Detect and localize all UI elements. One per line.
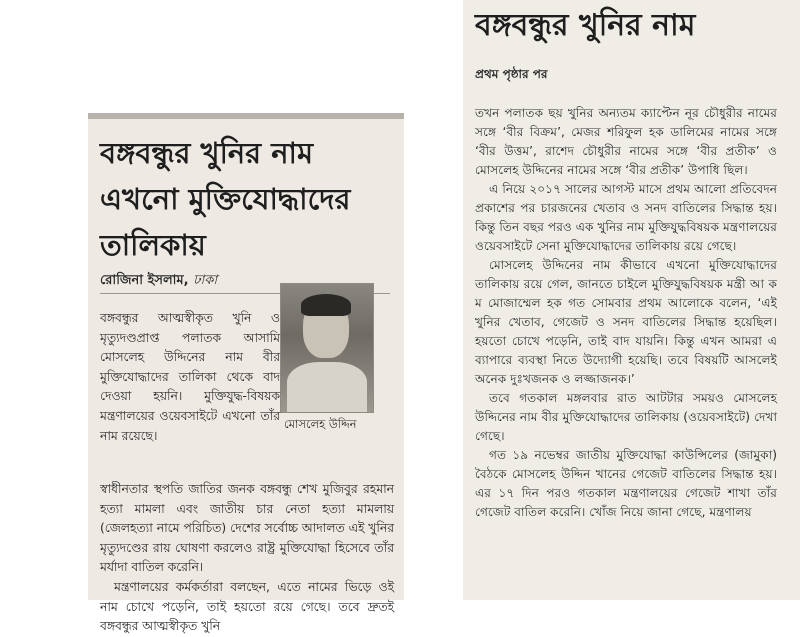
photo-shirt bbox=[287, 362, 367, 412]
left-news-clipping bbox=[88, 113, 404, 634]
photo-caption: মোসলেহ উদ্দিন bbox=[284, 417, 357, 431]
body-paragraph-2: মন্ত্রণালয়ের কর্মকর্তারা বলছেন, এতে নামের ভিড়ে ওই নাম চোখে পড়েনি, তাই হয়তো রয়ে গেছে। তবে দ্রুতই বঙ্গবন্ধুর আত্মস্বীকৃত খুনি bbox=[100, 579, 394, 634]
continued-paragraph-2: এ নিয়ে ২০১৭ সালের আগস্ট মাসে প্রথম আলো প্রতিবেদন প্রকাশের পর চারজনের খেতাব ও সনদ বাতিলের সিদ্ধান্ত হয়। কিন্তু তিন বছর পরও এক খুনির নাম মুক্তিযুদ্ধবিষয়ক মন্ত্রণালয়ের ওয়েবসাইটে সেনা মুক্তিযোদ্ধাদের তালিকায় রয়ে গেছে। bbox=[475, 182, 777, 253]
body-paragraph-1: স্বাধীনতার স্থপতি জাতির জনক বঙ্গবন্ধু শেখ মুজিবুর রহমান হত্যা মামলা এবং জাতীয় চার নেতা হত্যা মামলায় (জেলহত্যা নামে পরিচিত) দেশের সর্বোচ্চ আদালত এই খুনির মৃত্যুদণ্ডের রায় ঘোষণা করলেও রাষ্ট্র মুক্তিযোদ্ধা হিসেবে তাঁর মর্যাদা বাতিল করেনি। bbox=[100, 482, 394, 575]
headline-line-3: তালিকায় bbox=[100, 228, 206, 262]
byline-place: ঢাকা bbox=[193, 273, 218, 288]
headline-line-2: এখনো মুক্তিযোদ্ধাদের bbox=[100, 182, 351, 216]
article-body-left bbox=[100, 480, 394, 637]
byline-author: রোজিনা ইসলাম, bbox=[100, 273, 189, 288]
continued-paragraph-5: গত ১৯ নভেম্বর জাতীয় মুক্তিযোদ্ধা কাউন্সিলের (জামুকা) বৈঠকে মোসলেহ উদ্দিন খানের গেজেট বাতিলের সিদ্ধান্ত হয়। এর ১৭ দিন পরও গতকাল মন্ত্রণালয়ের গেজেট শাখা তাঁর গেজেট বাতিল করেনি। খোঁজ নিয়ে জানা গেছে, মন্ত্রণালয় bbox=[475, 448, 777, 519]
portrait-photo bbox=[280, 283, 374, 413]
headline-line-1: বঙ্গবন্ধুর খুনির নাম bbox=[100, 136, 314, 170]
lead-paragraph: বঙ্গবন্ধুর আত্মস্বীকৃত খুনি ও মৃত্যুদণ্ডপ্রাপ্ত পলাতক আসামি মোসলেহ উদ্দিনের নাম বীর মুক্তিযোদ্ধাদের তালিকা থেকে বাদ দেওয়া হয়নি। মুক্তিযুদ্ধ-বিষয়ক মন্ত্রণালয়ের ওয়েবসাইটে এখনো তাঁর নাম রয়েছে। bbox=[100, 311, 280, 443]
lead-paragraph-column bbox=[100, 309, 280, 446]
photo-hair bbox=[301, 294, 351, 316]
continued-headline: বঙ্গবন্ধুর খুনির নাম bbox=[475, 8, 696, 43]
article-body-right bbox=[475, 104, 777, 522]
clipping-top-border bbox=[88, 113, 404, 119]
continued-from-label: প্রথম পৃষ্ঠার পর bbox=[475, 67, 548, 81]
continued-paragraph-4: তবে গতকাল মঙ্গলবার রাত আটটার সময়ও মোসলেহ উদ্দিনের নাম বীর মুক্তিযোদ্ধাদের তালিকায় (ওয়েবসাইটে) দেখা গেছে। bbox=[475, 391, 777, 443]
byline bbox=[100, 271, 217, 292]
right-news-clipping bbox=[463, 0, 800, 600]
continued-paragraph-3: মোসলেহ উদ্দিনের নাম কীভাবে এখনো মুক্তিযোদ্ধাদের তালিকায় রয়ে গেল, জানতে চাইলে মুক্তিযুদ্ধবিষয়ক মন্ত্রী আ ক ম মোজাম্মেল হক গত সোমবার প্রথম আলোকে বলেন, ‘এই খুনির খেতাব, গেজেট ও সনদ বাতিলের সিদ্ধান্ত হয়েছিল। হয়তো চোখে পড়েনি, তাই বাদ যায়নি। কিন্তু এখন আমরা এ ব্যাপারে ব্যবস্থা নিতে উদ্যোগী হয়েছি। তবে বিষয়টি আসলেই অনেক দুঃখজনক ও লজ্জাজনক।’ bbox=[475, 258, 777, 386]
continued-paragraph-1: তখন পলাতক ছয় খুনির অন্যতম ক্যাপ্টেন নূর চৌধুরীর নামের সঙ্গে ‘বীর বিক্রম’, মেজর শরিফুল হক ডালিমের নামের সঙ্গে ‘বীর উত্তম’, রাশেদ চৌধুরীর নামের সঙ্গে ‘বীর প্রতীক’ ও মোসলেহ উদ্দিনের নামের সঙ্গে ‘বীর প্রতীক’ উপাধি ছিল। bbox=[475, 106, 777, 177]
